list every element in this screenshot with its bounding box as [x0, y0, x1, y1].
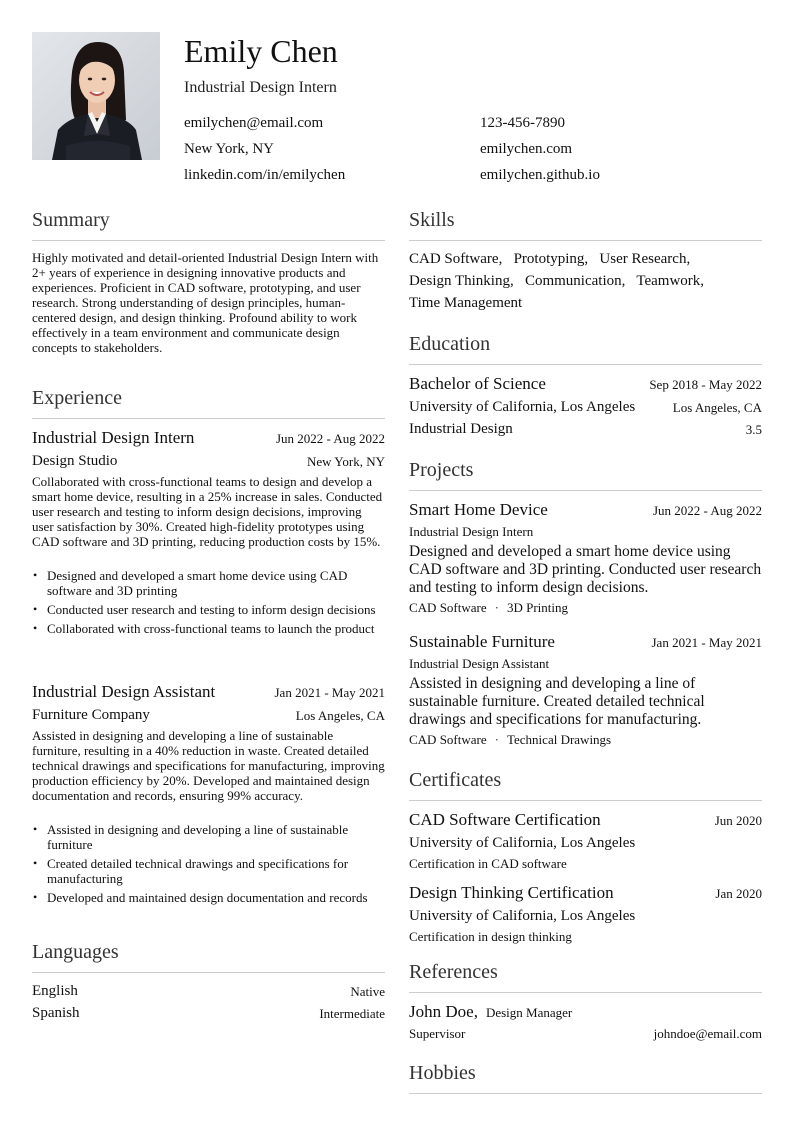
reference-header: [409, 1002, 572, 1022]
language-name: English: [32, 983, 78, 999]
job-company: Furniture Company: [32, 707, 150, 723]
list-item: • Collaborated with cross-functional teams to launch the product: [32, 621, 385, 636]
project-dates: Jun 2022 - Aug 2022: [652, 503, 762, 518]
project-tag: 3D Printing: [506, 600, 569, 615]
reference-name: John Doe,: [409, 1002, 478, 1021]
skills-heading: Skills: [409, 209, 455, 231]
contact-github[interactable]: emilychen.github.io: [480, 167, 600, 183]
project-name: Smart Home Device: [409, 500, 548, 519]
profile-photo: [32, 32, 160, 160]
project-tag: CAD Software: [409, 732, 487, 747]
certificate-name: CAD Software Certification: [409, 810, 601, 829]
portrait-image: [32, 32, 160, 160]
job-title: Industrial Design Intern: [32, 428, 195, 447]
contact-email[interactable]: emilychen@email.com: [184, 115, 324, 131]
project-tags: [409, 732, 611, 748]
job-bullets: [32, 822, 385, 909]
certificate-detail: Certification in CAD software: [409, 856, 567, 871]
summary-divider: [32, 240, 385, 241]
certificate-issuer: University of California, Los Angeles: [409, 908, 636, 924]
education-school: University of California, Los Angeles: [409, 399, 636, 415]
contact-location: New York, NY: [184, 141, 275, 157]
language-name: Spanish: [32, 1005, 80, 1021]
reference-email[interactable]: johndoe@email.com: [653, 1026, 762, 1041]
project-tag: CAD Software: [409, 600, 487, 615]
summary-heading: Summary: [32, 209, 110, 231]
reference-position: Design Manager: [485, 1005, 573, 1020]
tag-separator: ·: [494, 732, 499, 747]
list-item: • Assisted in designing and developing a line of sustainable furniture: [32, 822, 385, 852]
job-company: Design Studio: [32, 453, 118, 469]
project-role: Industrial Design Intern: [409, 524, 534, 539]
education-heading: Education: [409, 333, 491, 355]
hobbies-divider: [409, 1093, 762, 1094]
list-item: • Conducted user research and testing to inform design decisions: [32, 602, 385, 617]
tag-separator: ·: [494, 600, 499, 615]
education-location: Los Angeles, CA: [672, 400, 762, 415]
candidate-name: Emily Chen: [184, 33, 338, 69]
project-role: Industrial Design Assistant: [409, 656, 550, 671]
summary-text: Highly motivated and detail-oriented Industrial Design Intern with 2+ years of experience in designing innovative products and experiences. Proficient in CAD software, prototyping, and user research. Strong understanding of design principles, human-centered design, and design thinking. Profound ability to work effectively in a team environment and communicate design concepts to stakeholders.: [32, 250, 379, 355]
education-degree: Bachelor of Science: [409, 374, 546, 393]
references-heading: References: [409, 961, 498, 983]
skills-line: CAD Software, Prototyping, User Research,: [409, 251, 691, 267]
experience-heading: Experience: [32, 387, 122, 409]
skills-divider: [409, 240, 762, 241]
reference-relation: Supervisor: [409, 1026, 466, 1041]
hobbies-heading: Hobbies: [409, 1062, 476, 1084]
job-dates: Jun 2022 - Aug 2022: [275, 431, 385, 446]
certificates-heading: Certificates: [409, 769, 502, 791]
job-description: Assisted in designing and developing a line of sustainable furniture, resulting in a 40% reduction in waste. Created detailed technical drawings and specifications for manufacturing, improving production efficiency by 20%. Developed and maintained design documentation and records, ensuring 99% accuracy.: [32, 728, 385, 803]
list-item: • Created detailed technical drawings and specifications for manufacturing: [32, 856, 385, 886]
languages-heading: Languages: [32, 941, 119, 963]
language-level: Intermediate: [319, 1006, 385, 1021]
job-location: Los Angeles, CA: [295, 708, 385, 723]
skills-line: Design Thinking, Communication, Teamwork,: [409, 273, 705, 289]
education-field: Industrial Design: [409, 421, 513, 437]
job-bullets: [32, 568, 385, 640]
list-item: • Developed and maintained design documentation and records: [32, 890, 385, 905]
experience-divider: [32, 418, 385, 419]
list-item: • Designed and developed a smart home device using CAD software and 3D printing: [32, 568, 385, 598]
projects-divider: [409, 490, 762, 491]
contact-phone[interactable]: 123-456-7890: [480, 115, 565, 131]
education-gpa: 3.5: [745, 422, 762, 437]
certificates-divider: [409, 800, 762, 801]
certificate-detail: Certification in design thinking: [409, 929, 572, 944]
education-dates: Sep 2018 - May 2022: [649, 377, 762, 392]
project-tags: [409, 600, 568, 616]
job-title: Industrial Design Assistant: [32, 682, 216, 701]
projects-heading: Projects: [409, 459, 474, 481]
project-description: Designed and developed a smart home device using CAD software and 3D printing. Conducted user research and testing to inform design decisions.: [409, 543, 762, 596]
education-divider: [409, 364, 762, 365]
certificate-issuer: University of California, Los Angeles: [409, 835, 636, 851]
certificate-date: Jan 2020: [715, 886, 762, 901]
references-divider: [409, 992, 762, 993]
language-level: Native: [350, 984, 385, 999]
job-dates: Jan 2021 - May 2021: [274, 685, 385, 700]
certificate-name: Design Thinking Certification: [409, 883, 614, 902]
project-dates: Jan 2021 - May 2021: [651, 635, 762, 650]
job-location: New York, NY: [306, 454, 385, 469]
skills-line: Time Management: [409, 295, 523, 311]
languages-divider: [32, 972, 385, 973]
contact-linkedin[interactable]: linkedin.com/in/emilychen: [184, 167, 346, 183]
job-description: Collaborated with cross-functional teams to design and develop a smart home device, resulting in a 25% increase in sales. Conducted user research and testing to inform design decisions, improving user satisfaction by 30%. Created high-fidelity prototypes using CAD software and 3D printing, reducing production costs by 15%.: [32, 474, 383, 549]
contact-website[interactable]: emilychen.com: [480, 141, 573, 157]
certificate-date: Jun 2020: [714, 813, 762, 828]
project-description: Assisted in designing and developing a line of sustainable furniture. Created detailed technical drawings and specifications for manufacturing.: [409, 675, 705, 728]
project-tag: Technical Drawings: [506, 732, 612, 747]
project-name: Sustainable Furniture: [409, 632, 555, 651]
candidate-role: Industrial Design Intern: [184, 79, 337, 96]
